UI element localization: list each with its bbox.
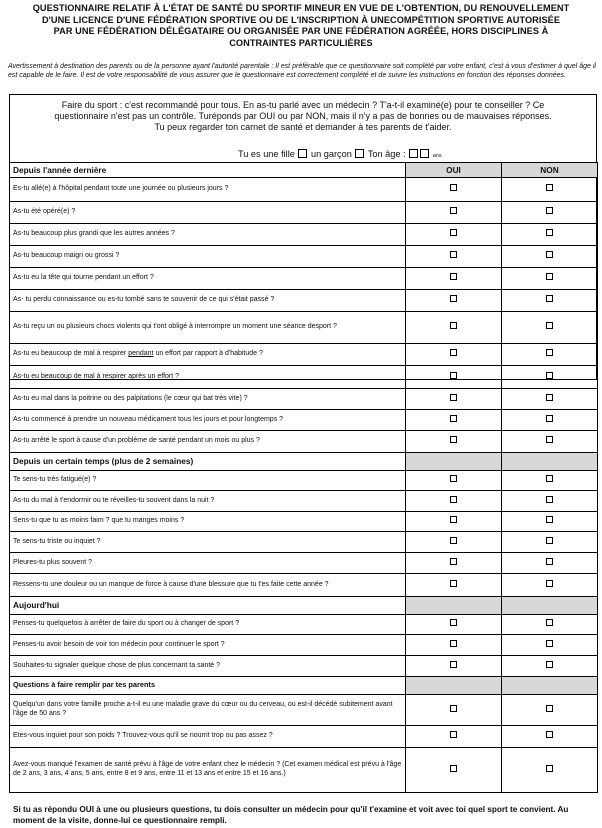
age-unit: ans bbox=[432, 153, 442, 159]
no-checkbox[interactable] bbox=[546, 207, 553, 214]
no-cell bbox=[502, 246, 598, 268]
no-checkbox[interactable] bbox=[546, 640, 553, 647]
no-checkbox[interactable] bbox=[546, 322, 553, 329]
question-text: Penses-tu avoir besoin de voir ton médecin pour continuer le sport ? bbox=[10, 635, 406, 656]
question-row bbox=[10, 532, 598, 553]
no-checkbox[interactable] bbox=[546, 558, 553, 565]
yes-cell bbox=[406, 726, 502, 748]
yes-checkbox[interactable] bbox=[450, 229, 457, 236]
no-checkbox[interactable] bbox=[546, 765, 553, 772]
intro-line: Faire du sport : c'est recommandé pour tous. En as-tu parlé avec un médecin ? T'a-t-il examiné(e) pour te conseiller ? Ce bbox=[61, 100, 545, 110]
no-cell bbox=[502, 635, 598, 656]
girl-checkbox[interactable] bbox=[298, 149, 307, 158]
no-cell bbox=[502, 202, 598, 224]
yes-cell bbox=[406, 574, 502, 597]
section-filler bbox=[406, 453, 502, 471]
question-text: As-tu eu la tête qui tourne pendant un effort ? bbox=[10, 268, 406, 290]
no-checkbox[interactable] bbox=[546, 394, 553, 401]
yes-checkbox[interactable] bbox=[450, 496, 457, 503]
no-checkbox[interactable] bbox=[546, 580, 553, 587]
questionnaire-table bbox=[9, 162, 598, 793]
question-text bbox=[10, 344, 406, 366]
yes-cell bbox=[406, 635, 502, 656]
question-row bbox=[10, 410, 598, 431]
no-checkbox[interactable] bbox=[546, 661, 553, 668]
no-cell bbox=[502, 512, 598, 532]
yes-checkbox[interactable] bbox=[450, 184, 457, 191]
age-label: Ton âge : bbox=[367, 149, 406, 159]
no-checkbox[interactable] bbox=[546, 273, 553, 280]
yes-checkbox[interactable] bbox=[450, 640, 457, 647]
age-digit-box[interactable] bbox=[409, 149, 418, 158]
yes-cell bbox=[406, 431, 502, 453]
parent-warning: Avertissement à destination des parents ou de la personne ayant l'autorité parentale : Il est préférable que ce questionnaire soit complété par votre enfant, c'est à vous d'estimer à quel âge il est capable de le faire. Il est de votre responsabilité de vous assurer que le questionnaire est correctement complété et de suivre les instructions en fonction des réponses données. bbox=[8, 63, 596, 80]
section-row bbox=[10, 453, 598, 471]
yes-checkbox[interactable] bbox=[450, 436, 457, 443]
section-title: Aujourd'hui bbox=[10, 597, 406, 615]
title-line: CONTRAINTES PARTICULIÈRES bbox=[229, 37, 373, 48]
col-header-no: NON bbox=[502, 163, 598, 178]
gender-age-line bbox=[238, 149, 442, 162]
no-checkbox[interactable] bbox=[546, 496, 553, 503]
section-title: Depuis l'année dernière bbox=[10, 163, 406, 178]
question-row bbox=[10, 471, 598, 491]
yes-checkbox[interactable] bbox=[450, 322, 457, 329]
question-text: As-tu commencé à prendre un nouveau médicament tous les jours et pour longtemps ? bbox=[10, 410, 406, 431]
footer-note: Si tu as répondu OUI à une ou plusieurs questions, tu dois consulter un médecin pour qu'il t'examine et voit avec toi quel sport te convient. Au moment de la visite, donne-lui ce questionnaire rempli. bbox=[13, 805, 569, 825]
question-row bbox=[10, 726, 598, 748]
yes-checkbox[interactable] bbox=[450, 558, 457, 565]
question-row bbox=[10, 748, 598, 793]
intro-line: Tu peux regarder ton carnet de santé et demander à tes parents de t'aider. bbox=[154, 122, 452, 132]
question-text bbox=[10, 366, 406, 389]
no-cell bbox=[502, 574, 598, 597]
gender-middle: un garçon bbox=[310, 149, 352, 159]
question-text: As-tu beaucoup maigri ou grossi ? bbox=[10, 246, 406, 268]
section-title: Questions à faire remplir par tes parents bbox=[10, 677, 406, 695]
question-row bbox=[10, 574, 598, 597]
question-text: Pleures-tu plus souvent ? bbox=[10, 553, 406, 574]
question-emphasis: après bbox=[128, 372, 146, 380]
yes-checkbox[interactable] bbox=[450, 349, 457, 356]
question-row bbox=[10, 366, 598, 389]
no-cell bbox=[502, 553, 598, 574]
yes-checkbox[interactable] bbox=[450, 295, 457, 302]
no-cell bbox=[502, 656, 598, 677]
yes-checkbox[interactable] bbox=[450, 415, 457, 422]
yes-checkbox[interactable] bbox=[450, 619, 457, 626]
yes-checkbox[interactable] bbox=[450, 661, 457, 668]
no-cell bbox=[502, 491, 598, 512]
no-cell bbox=[502, 344, 598, 366]
question-text: As-tu eu mal dans la poitrine ou des palpitations (le cœur qui bat très vite) ? bbox=[10, 389, 406, 410]
no-cell bbox=[502, 532, 598, 553]
question-row bbox=[10, 246, 598, 268]
yes-cell bbox=[406, 246, 502, 268]
no-checkbox[interactable] bbox=[546, 731, 553, 738]
no-cell bbox=[502, 726, 598, 748]
question-row bbox=[10, 268, 598, 290]
yes-cell bbox=[406, 389, 502, 410]
yes-checkbox[interactable] bbox=[450, 705, 457, 712]
yes-cell bbox=[406, 268, 502, 290]
intro-text bbox=[9, 100, 597, 133]
no-checkbox[interactable] bbox=[546, 251, 553, 258]
question-text: As-tu beaucoup plus grandi que les autres années ? bbox=[10, 224, 406, 246]
question-text: As-tu été opéré(e) ? bbox=[10, 202, 406, 224]
age-digit-box[interactable] bbox=[420, 149, 429, 158]
form-title bbox=[8, 3, 594, 49]
question-text: Souhaites-tu signaler quelque chose de plus concernant ta santé ? bbox=[10, 656, 406, 677]
title-line: D'UNE LICENCE D'UNE FÉDÉRATION SPORTIVE OU DE L'INSCRIPTION À UNECOMPÉTITION SPORTIVE AUTORISÉE bbox=[41, 14, 561, 25]
no-checkbox[interactable] bbox=[546, 516, 553, 523]
yes-checkbox[interactable] bbox=[450, 731, 457, 738]
yes-checkbox[interactable] bbox=[450, 251, 457, 258]
no-checkbox[interactable] bbox=[546, 475, 553, 482]
question-text: Ressens-tu une douleur ou un manque de force à cause d'une blessure que tu t'es faite cette année ? bbox=[10, 574, 406, 597]
yes-cell bbox=[406, 491, 502, 512]
question-row bbox=[10, 635, 598, 656]
section-filler bbox=[502, 597, 598, 615]
section-filler bbox=[502, 677, 598, 695]
no-cell bbox=[502, 312, 598, 344]
no-checkbox[interactable] bbox=[546, 415, 553, 422]
no-cell bbox=[502, 695, 598, 726]
question-text: Etes-vous inquiet pour son poids ? Trouvez-vous qu'il se nourrit trop ou pas assez ? bbox=[10, 726, 406, 748]
no-checkbox[interactable] bbox=[546, 372, 553, 379]
section-row bbox=[10, 677, 598, 695]
question-row bbox=[10, 178, 598, 202]
yes-cell bbox=[406, 366, 502, 389]
no-cell bbox=[502, 366, 598, 389]
question-row bbox=[10, 431, 598, 453]
section-filler bbox=[502, 453, 598, 471]
no-checkbox[interactable] bbox=[546, 619, 553, 626]
yes-cell bbox=[406, 202, 502, 224]
yes-cell bbox=[406, 410, 502, 431]
question-part: un effort ? bbox=[145, 372, 180, 380]
question-text: As-tu arrêté le sport à cause d'un problème de santé pendant un mois ou plus ? bbox=[10, 431, 406, 453]
yes-cell bbox=[406, 178, 502, 202]
no-checkbox[interactable] bbox=[546, 349, 553, 356]
question-text: Avez-vous manqué l'examen de santé prévu à l'âge de votre enfant chez le médecin ? (Cet examen médical est prévu à l'âge de 2 ans, 3 ans, 4 ans, 5 ans, entre 8 et 9 ans, entre 11 et 13 ans et entre 15 et 16 ans.) bbox=[10, 748, 406, 793]
question-text: Sens-tu que tu as moins faim ? que tu manges moins ? bbox=[10, 512, 406, 532]
question-row bbox=[10, 491, 598, 512]
question-row bbox=[10, 512, 598, 532]
no-checkbox[interactable] bbox=[546, 295, 553, 302]
no-cell bbox=[502, 224, 598, 246]
gender-prefix: Tu es une fille bbox=[238, 149, 295, 159]
no-cell bbox=[502, 471, 598, 491]
yes-cell bbox=[406, 224, 502, 246]
col-header-yes: OUI bbox=[406, 163, 502, 178]
yes-checkbox[interactable] bbox=[450, 273, 457, 280]
question-text: Te sens-tu très fatigué(e) ? bbox=[10, 471, 406, 491]
question-row bbox=[10, 389, 598, 410]
yes-cell bbox=[406, 532, 502, 553]
yes-checkbox[interactable] bbox=[450, 207, 457, 214]
yes-checkbox[interactable] bbox=[450, 580, 457, 587]
yes-checkbox[interactable] bbox=[450, 475, 457, 482]
no-cell bbox=[502, 431, 598, 453]
yes-checkbox[interactable] bbox=[450, 765, 457, 772]
no-checkbox[interactable] bbox=[546, 436, 553, 443]
yes-cell bbox=[406, 471, 502, 491]
question-text: Te sens-tu triste ou inquiet ? bbox=[10, 532, 406, 553]
yes-cell bbox=[406, 553, 502, 574]
question-text: As-tu du mal à t'endormir ou te réveilles-tu souvent dans la nuit ? bbox=[10, 491, 406, 512]
question-row bbox=[10, 312, 598, 344]
title-line: QUESTIONNAIRE RELATIF À L'ÉTAT DE SANTÉ DU SPORTIF MINEUR EN VUE DE L'OBTENTION, DU RENOUVELLEMENT bbox=[32, 3, 570, 13]
no-checkbox[interactable] bbox=[546, 705, 553, 712]
yes-cell bbox=[406, 695, 502, 726]
section-row bbox=[10, 597, 598, 615]
question-emphasis: pendant bbox=[128, 350, 154, 358]
intro-line: questionnaire n'est pas un contrôle. Turéponds par OUI ou par NON, mais il n'y a pas de bonnes ou de mauvaises réponses. bbox=[54, 111, 552, 121]
question-part: As-tu eu beaucoup de mal à respirer bbox=[13, 372, 129, 380]
yes-cell bbox=[406, 656, 502, 677]
section-title: Depuis un certain temps (plus de 2 semaines) bbox=[10, 453, 406, 471]
no-cell bbox=[502, 410, 598, 431]
question-row bbox=[10, 656, 598, 677]
yes-checkbox[interactable] bbox=[450, 516, 457, 523]
no-cell bbox=[502, 290, 598, 312]
question-text: As- tu perdu connaissance ou es-tu tombé sans te souvenir de ce qui s'était passé ? bbox=[10, 290, 406, 312]
table-header-row bbox=[10, 163, 598, 178]
question-row bbox=[10, 344, 598, 366]
title-line: PAR UNE FÉDÉRATION DÉLÉGATAIRE OU ORGANISÉE PAR UNE FÉDÉRATION AGRÉÉE, HORS DISCIPLINES À bbox=[53, 26, 549, 37]
no-cell bbox=[502, 268, 598, 290]
no-cell bbox=[502, 615, 598, 635]
no-checkbox[interactable] bbox=[546, 537, 553, 544]
yes-checkbox[interactable] bbox=[450, 372, 457, 379]
question-row bbox=[10, 615, 598, 635]
yes-cell bbox=[406, 748, 502, 793]
question-part: As-tu eu beaucoup de mal à respirer bbox=[13, 350, 129, 358]
question-text: Es-tu allé(e) à l'hôpital pendant toute une journée ou plusieurs jours ? bbox=[10, 178, 406, 202]
section-filler bbox=[406, 597, 502, 615]
boy-checkbox[interactable] bbox=[355, 149, 364, 158]
no-cell bbox=[502, 178, 598, 202]
question-row bbox=[10, 695, 598, 726]
question-row bbox=[10, 224, 598, 246]
question-part: un effort par rapport à d'habitude ? bbox=[153, 350, 263, 358]
yes-cell bbox=[406, 512, 502, 532]
question-text: Penses-tu quelquefois à arrêter de faire du sport ou à changer de sport ? bbox=[10, 615, 406, 635]
no-cell bbox=[502, 389, 598, 410]
yes-cell bbox=[406, 344, 502, 366]
no-checkbox[interactable] bbox=[546, 184, 553, 191]
yes-cell bbox=[406, 312, 502, 344]
question-row bbox=[10, 202, 598, 224]
question-row bbox=[10, 553, 598, 574]
section-filler bbox=[406, 677, 502, 695]
yes-checkbox[interactable] bbox=[450, 537, 457, 544]
no-cell bbox=[502, 748, 598, 793]
yes-cell bbox=[406, 615, 502, 635]
yes-cell bbox=[406, 290, 502, 312]
no-checkbox[interactable] bbox=[546, 229, 553, 236]
question-row bbox=[10, 290, 598, 312]
question-text: Quelqu'un dans votre famille proche a-t-il eu une maladie grave du cœur ou du cerveau, ou est-il décédé subitement avant l'âge de 50 ans ? bbox=[10, 695, 406, 726]
yes-checkbox[interactable] bbox=[450, 394, 457, 401]
question-text: As-tu reçu un ou plusieurs chocs violents qui t'ont obligé à interrompre un moment une séance desport ? bbox=[10, 312, 406, 344]
